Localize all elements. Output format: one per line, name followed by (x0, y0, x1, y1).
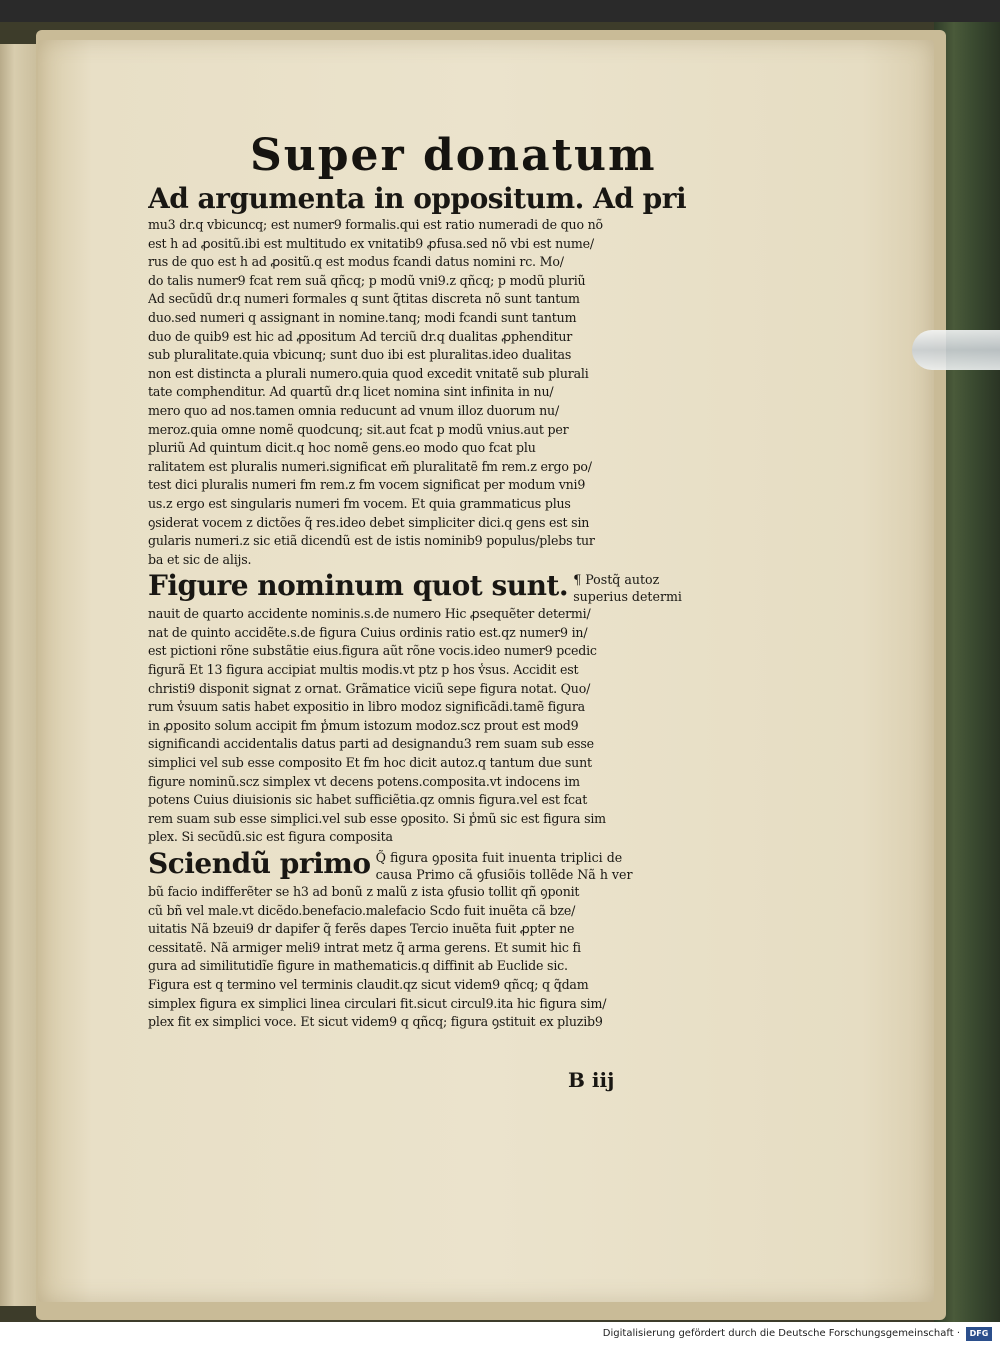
text-line: ba et sic de alijs. (148, 551, 252, 567)
side-text (376, 847, 633, 883)
text-line: cessitatẽ. Nã armiger meli9 intrat metz q̃ arma gerens. Et sumit hic fi (148, 939, 581, 955)
text-line: superius determi (573, 589, 682, 605)
text-line: christi9 disponit signat z ornat. Grãmatice viciũ sepe figura notat. Quo/ (148, 680, 591, 696)
text-line: rus de quo est h ad ꝓositũ.q est modus fcandi datus nomini rc. Mo/ (148, 254, 564, 270)
text-line: mero quo ad nos.tamen omnia reducunt ad vnum illoz duorum nu/ (148, 402, 559, 418)
text-line: causa Primo cã ꝯfusiõis tollẽde Nã h ver (375, 867, 633, 882)
text-line: sub pluralitate.quia vbicunq; sunt duo ibi est pluralitas.ideo dualitas (148, 347, 572, 363)
text-block (148, 182, 693, 1032)
section-heading: Sciendũ primo (148, 847, 371, 880)
text-line: nat de quinto accidẽte.s.de figura Cuius ordinis ratio est.qz numer9 in/ (148, 624, 588, 640)
text-line: do talis numer9 fcat rem suã qñcq; p modũ vni9.z qñcq; p modũ pluriũ (148, 272, 586, 288)
text-line: pluriũ Ad quintum dicit.q hoc nomẽ gens.eo modo quo fcat plu (148, 440, 536, 456)
text-line: ralitatem est pluralis numeri.significat em̃ pluralitatẽ fm rem.z ergo po/ (148, 458, 592, 474)
text-line: rum v̾suum satis habet expositio in libro modoz significãdi.tamẽ figura (148, 699, 585, 715)
text-line: gularis numeri.z sic etiã dicendũ est de istis nominib9 populus/plebs tur (148, 533, 595, 549)
text-line: us.z ergo est singularis numeri fm vocem. Et quia grammaticus plus (148, 495, 571, 511)
text-line: uitatis Nã bzeui9 dr dapifer q̃ ferẽs dapes Tercio inuẽta fuit ꝓpter ne (148, 921, 575, 937)
text-line: Q̃ figura ꝯposita fuit inuenta triplici de (375, 850, 623, 865)
text-line: figure nominũ.scz simplex vt decens potens.composita.vt indocens im (148, 773, 580, 789)
text-line: simplici vel sub esse composito Et fm hoc dicit autoz.q tantum due sunt (148, 755, 592, 771)
text-line: rem suam sub esse simplici.vel sub esse ꝯposito. Si p̾mũ sic est figura sim (148, 810, 606, 826)
text-line: significandi accidentalis datus parti ad designandu3 rem suam sub esse (148, 736, 594, 752)
text-line: est h ad ꝓositũ.ibi est multitudo ex vnitatib9 ꝓfusa.sed nõ vbi est nume/ (148, 235, 594, 251)
dfg-logo: DFG (966, 1327, 992, 1341)
section-body (148, 883, 693, 1032)
section-heading-row (148, 569, 693, 605)
text-line: in ꝓposito solum accipit fm p̾mum istozum modoz.scz prout est mod9 (148, 717, 579, 733)
text-line: simplex figura ex simplici linea circulari fit.sicut circul9.ita hic figura sim/ (148, 995, 607, 1011)
text-line: potens Cuius diuisionis sic habet sufficiẽtia.qz omnis figura.vel est fcat (148, 792, 588, 808)
text-line: tate comphenditur. Ad quartũ dr.q licet nomina sint infinita in nu/ (148, 384, 554, 400)
section-heading: Figure nominum quot sunt. (148, 569, 569, 603)
text-line: bũ facio indifferẽter se h3 ad bonũ z malũ z ista ꝯfusio tollit qñ ꝯponit (148, 884, 580, 899)
page-clip (912, 330, 1000, 370)
text-line: duo.sed numeri q assignant in nomine.tanq; modi fcandi sunt tantum (148, 309, 577, 325)
section-body (148, 216, 693, 569)
text-line: Ad secũdũ dr.q numeri formales q sunt q̃titas discreta nõ sunt tantum (148, 291, 580, 307)
section-heading: Ad argumenta in oppositum. Ad pri (148, 182, 687, 215)
facing-page-edge (0, 44, 36, 1306)
text-line: test dici pluralis numeri fm rem.z fm vocem significat per modum vni9 (148, 477, 586, 493)
footer-bar (0, 1322, 1000, 1347)
text-line: gura ad similitutidĩe figure in mathematicis.q diffinit ab Euclide sic. (148, 958, 568, 974)
text-line: figurã Et 13 figura accipiat multis modis.vt ptz p hos v̾sus. Accidit est (148, 662, 579, 678)
text-line: mu3 dr.q vbicuncq; est numer9 formalis.qui est ratio numeradi de quo nõ (148, 217, 603, 232)
text-line: Figura est q termino vel terminis claudit.qz sicut videm9 qñcq; q q̃dam (148, 976, 589, 992)
text-line: nauit de quarto accidente nominis.s.de numero Hic ꝓsequẽter determi/ (148, 606, 591, 622)
section-body (148, 605, 693, 847)
side-text (573, 569, 682, 605)
text-line: ꝯsiderat vocem z dictões q̃ res.ideo debet simpliciter dici.q gens est sin (148, 514, 590, 530)
text-line: ¶ Postq̃ autoz (573, 572, 660, 588)
section-heading-row (148, 847, 693, 883)
text-line: est pictioni rõne substãtie eius.figura aũt rõne vocis.ideo numer9 pcedic (148, 643, 597, 659)
text-line: plex. Si secũdũ.sic est figura composita (148, 829, 393, 845)
text-line: duo de quib9 est hic ad ꝓpositum Ad terciũ dr.q dualitas ꝓphenditur (148, 328, 573, 344)
signature-mark: B iij (568, 1068, 615, 1092)
text-line: plex fit ex simplici voce. Et sicut videm9 q qñcq; figura ꝯstituit ex pluzib9 (148, 1014, 603, 1030)
text-line: cũ bñ vel male.vt dicẽdo.benefacio.malefacio Scdo fuit inuẽta cã bze/ (148, 902, 576, 918)
running-head: Super donatum (250, 130, 657, 181)
footer-credit: Digitalisierung gefördert durch die Deutsche Forschungsgemeinschaft · (602, 1328, 960, 1339)
text-line: non est distincta a plurali numero.quia quod excedit vnitatẽ sub plurali (148, 365, 589, 381)
text-line: meroz.quia omne nomẽ quodcunq; sit.aut fcat p modũ vnius.aut per (148, 421, 569, 437)
